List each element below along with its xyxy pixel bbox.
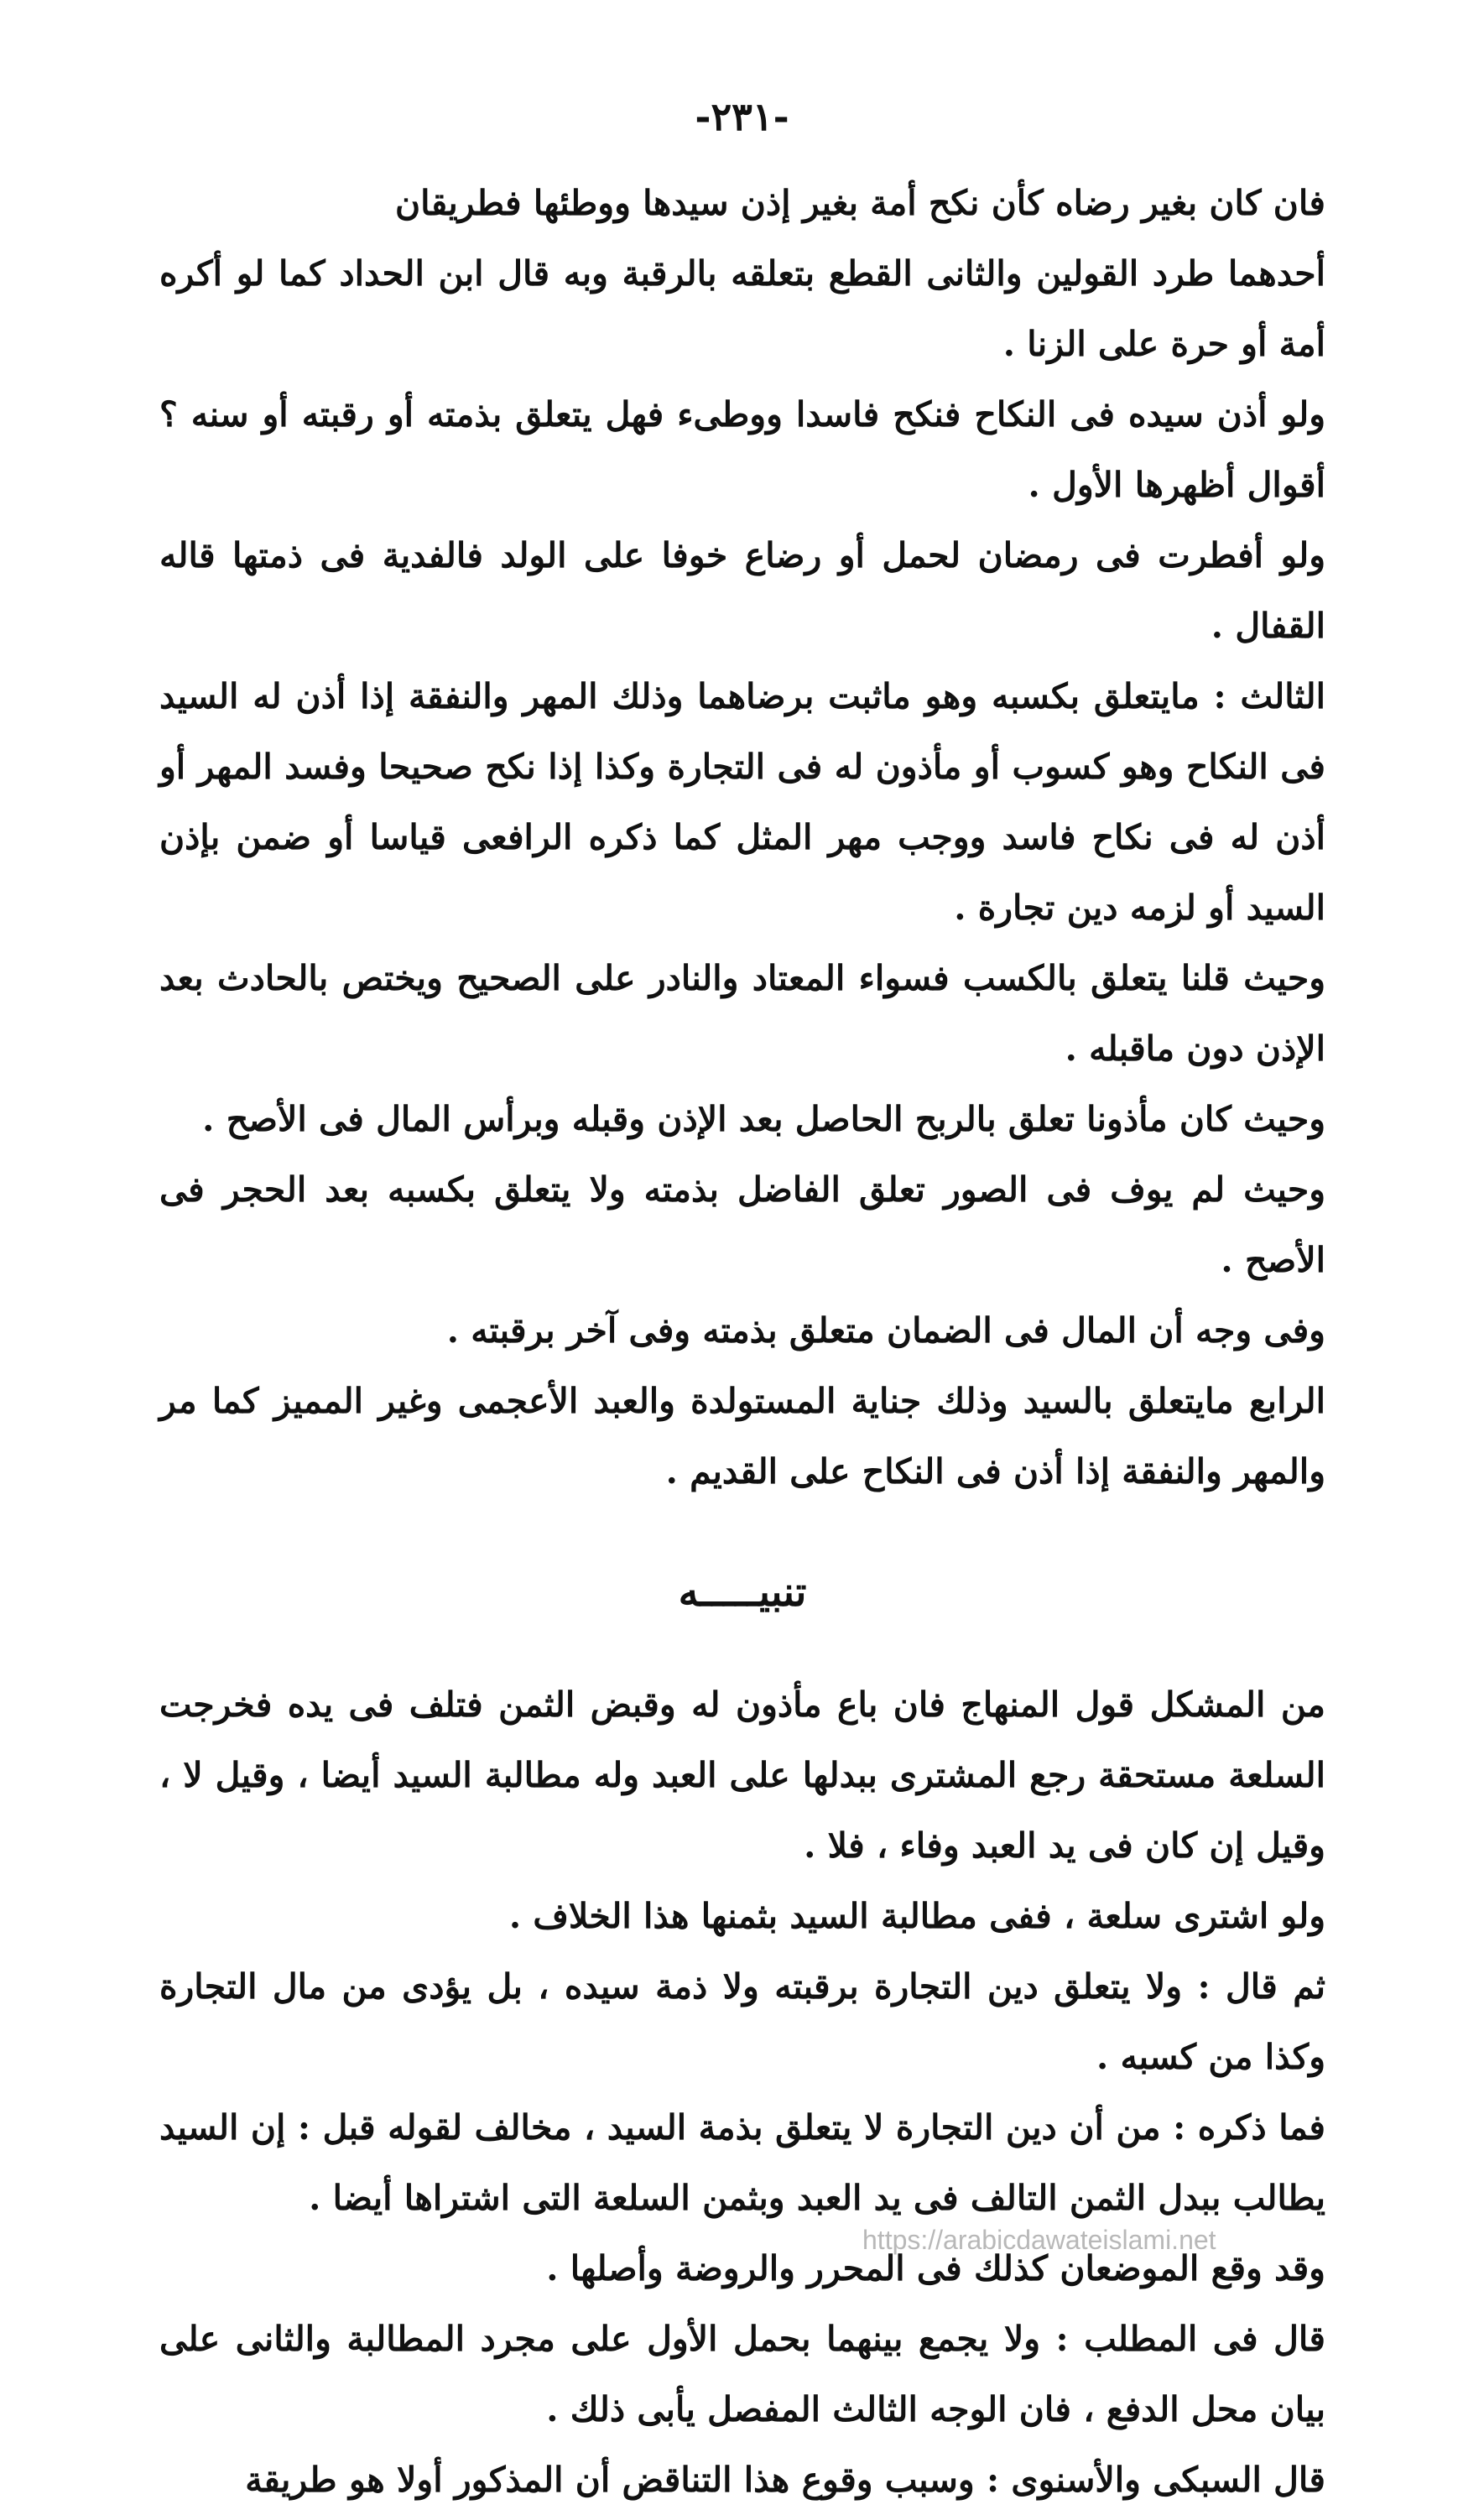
paragraph: أحدهما طرد القولين والثانى القطع بتعلقه بالرقبة وبه قال ابن الحداد كما لو أكره أمة أو حرة على الزنا . <box>159 253 1325 364</box>
paragraph: ولو اشترى سلعة ، ففى مطالبة السيد بثمنها هذا الخلاف . <box>508 1896 1325 1936</box>
page-number: -٢٣١- <box>695 94 789 139</box>
paragraph: وقد وقع الموضعان كذلك فى المحرر والروضة وأصلها . <box>546 2248 1325 2288</box>
paragraph: ثم قال : ولا يتعلق دين التجارة برقبته ولا ذمة سيده ، بل يؤدى من مال التجارة وكذا من كسبه . <box>159 1966 1325 2077</box>
paragraph: الرابع مايتعلق بالسيد وذلك جناية المستولدة والعبد الأعجمى وغير المميز كما مر والمهر والنفقة إذا أذن فى النكاح على القديم . <box>159 1381 1325 1492</box>
paragraph: قال فى المطلب : ولا يجمع بينهما بحمل الأول على مجرد المطالبة والثانى على بيان محل الدفع ، فان الوجه الثالث المفصل يأبى ذلك . <box>159 2319 1325 2429</box>
section-heading: تنبيـــــه <box>678 1569 807 1616</box>
paragraph: وحيث كان مأذونا تعلق بالربح الحاصل بعد الإذن وقبله وبرأس المال فى الأصح . <box>202 1099 1325 1139</box>
page-body <box>159 168 1325 2515</box>
paragraph: وحيث قلنا يتعلق بالكسب فسواء المعتاد والنادر على الصحيح ويختص بالحادث بعد الإذن دون ماقبله . <box>159 958 1325 1069</box>
paragraph: فان كان بغير رضاه كأن نكح أمة بغير إذن سيدها ووطئها فطريقان <box>395 183 1325 223</box>
paragraph: ولو أفطرت فى رمضان لحمل أو رضاع خوفا على الولد فالفدية فى ذمتها قاله القفال . <box>159 535 1325 646</box>
paragraph: فما ذكره : من أن دين التجارة لا يتعلق بذمة السيد ، مخالف لقوله قبل : إن السيد يطالب ببدل الثمن التالف فى يد العبد وبثمن السلعة التى اشتراها أيضا . <box>159 2107 1325 2218</box>
paragraph: وفى وجه أن المال فى الضمان متعلق بذمته وفى آخر برقبته . <box>446 1310 1325 1351</box>
paragraph: قال السبكى والأسنوى : وسبب وقوع هذا التناقض أن المذكور أولا هو طريقة <box>245 2460 1325 2500</box>
paragraph: ولو أذن سيده فى النكاح فنكح فاسدا ووطىء فهل يتعلق بذمته أو رقبته أو سنه ؟ أقوال أظهرها الأول . <box>159 394 1325 505</box>
paragraph: من المشكل قول المنهاج فان باع مأذون له وقبض الثمن فتلف فى يده فخرجت السلعة مستحقة رجع المشترى ببدلها على العبد وله مطالبة السيد أيضا ، وقيل لا ، وقيل إن كان فى يد العبد وفاء ، فلا . <box>159 1684 1325 1866</box>
paragraph: وحيث لم يوف فى الصور تعلق الفاضل بذمته ولا يتعلق بكسبه بعد الحجر فى الأصح . <box>159 1169 1325 1280</box>
watermark-url: https://arabicdawateislami.net <box>862 2225 1216 2255</box>
paragraph: الثالث : مايتعلق بكسبه وهو ماثبت برضاهما وذلك المهر والنفقة إذا أذن له السيد فى النكاح وهو كسوب أو مأذون له فى التجارة وكذا إذا نكح صحيحا وفسد المهر أو أذن له فى نكاح فاسد ووجب مهر المثل كما ذكره الرافعى قياسا أو ضمن بإذن السيد أو لزمه دين تجارة . <box>159 676 1325 928</box>
